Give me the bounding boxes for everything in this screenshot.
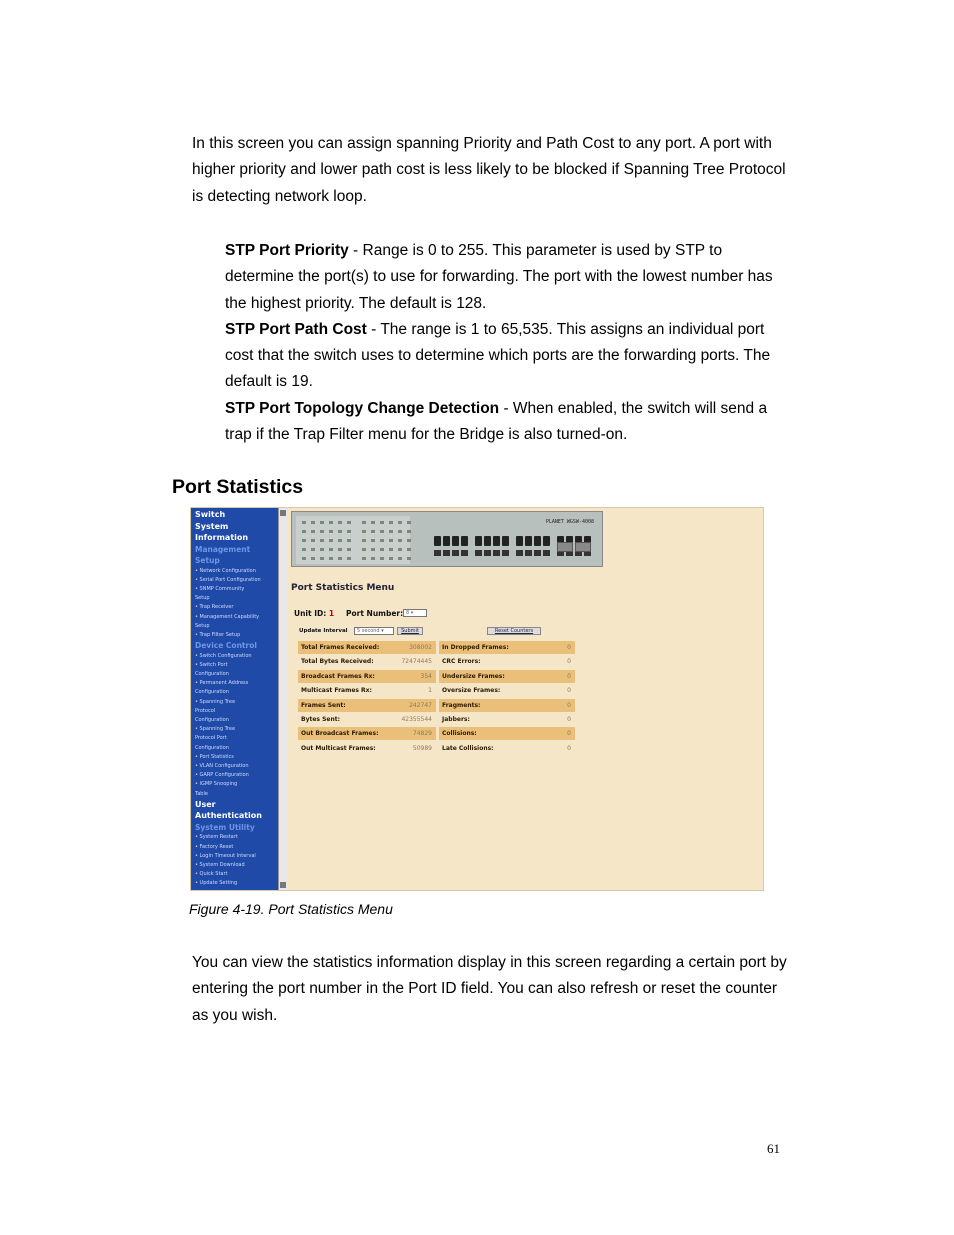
ethernet-port-icon xyxy=(525,550,532,556)
status-led-icon xyxy=(320,557,324,560)
definition-term: STP Port Path Cost xyxy=(225,320,367,338)
status-led-icon xyxy=(371,521,375,524)
ethernet-port-icon xyxy=(475,550,482,556)
status-led-icon xyxy=(302,539,306,542)
update-interval-select[interactable]: 5 second ▾ xyxy=(354,627,394,635)
status-led-icon xyxy=(371,539,375,542)
stat-value: 72474445 xyxy=(401,658,432,666)
sidebar-item[interactable]: • Update Setting xyxy=(195,880,238,887)
sidebar-item[interactable]: Protocol Port xyxy=(195,735,227,742)
ethernet-port-icon xyxy=(534,536,541,546)
unit-id-label: Unit ID: xyxy=(294,609,327,618)
ethernet-port-icon xyxy=(516,536,523,546)
stat-row xyxy=(439,713,575,726)
status-led-icon xyxy=(320,521,324,524)
status-led-icon xyxy=(338,521,342,524)
status-led-icon xyxy=(329,539,333,542)
stat-label: Undersize Frames: xyxy=(442,672,505,680)
stat-label: Out Multicast Frames: xyxy=(301,744,376,752)
status-led-icon xyxy=(371,557,375,560)
reset-counters-button[interactable]: Reset Counters xyxy=(487,627,541,635)
status-led-icon xyxy=(380,539,384,542)
status-led-icon xyxy=(338,548,342,551)
ethernet-port-icon xyxy=(461,550,468,556)
stat-value: 0 xyxy=(567,744,571,752)
status-led-icon xyxy=(302,521,306,524)
stat-label: Total Frames Received: xyxy=(301,644,380,651)
stat-label: Multicast Frames Rx: xyxy=(301,687,372,695)
ethernet-port-icon xyxy=(475,536,482,546)
stat-row xyxy=(439,742,575,755)
status-led-icon xyxy=(380,521,384,524)
sidebar-item[interactable]: • Factory Reset xyxy=(195,843,234,850)
stat-value: 0 xyxy=(567,644,571,651)
stat-label: Out Broadcast Frames: xyxy=(301,730,379,738)
status-led-icon xyxy=(347,530,351,533)
port-number-label: Port Number: xyxy=(346,609,404,618)
stat-row xyxy=(439,699,575,712)
stat-row xyxy=(439,641,575,654)
sfp-slot-icon xyxy=(575,542,591,552)
status-led-icon xyxy=(347,521,351,524)
status-led-icon xyxy=(302,530,306,533)
sfp-slot-icon xyxy=(557,542,573,552)
sidebar-scrollbar[interactable] xyxy=(278,508,287,891)
status-led-icon xyxy=(347,557,351,560)
port-statistics-screenshot xyxy=(190,507,764,891)
closing-paragraph: You can view the statistics information display in this screen regarding a certain port by entering the port number in the Port ID field. You can also refresh or reset the counter as you wish. xyxy=(192,954,787,1024)
status-led-icon xyxy=(362,548,366,551)
stat-row xyxy=(439,670,575,683)
sidebar-item[interactable]: • SNMP Community xyxy=(195,585,245,592)
stat-label: Frames Sent: xyxy=(301,701,346,709)
ethernet-port-icon xyxy=(543,550,550,556)
sidebar-item[interactable]: • IGMP Snooping xyxy=(195,781,238,788)
status-led-icon xyxy=(329,548,333,551)
ethernet-port-icon xyxy=(452,550,459,556)
status-led-icon xyxy=(389,539,393,542)
status-led-icon xyxy=(320,548,324,551)
status-led-icon xyxy=(311,530,315,533)
ethernet-port-icon xyxy=(543,536,550,546)
sidebar-item[interactable]: Setup xyxy=(195,556,220,565)
stat-row xyxy=(439,727,575,740)
status-led-icon xyxy=(362,557,366,560)
sidebar-item[interactable]: User xyxy=(195,799,216,809)
update-interval-value: 5 second xyxy=(357,628,380,634)
status-led-icon xyxy=(389,557,393,560)
status-led-icon xyxy=(380,557,384,560)
status-led-icon xyxy=(338,539,342,542)
sidebar-item[interactable]: • System Restart xyxy=(195,834,238,841)
ethernet-port-icon xyxy=(484,550,491,556)
sidebar-item[interactable]: Configuration xyxy=(195,671,229,677)
status-led-icon xyxy=(380,530,384,533)
status-led-icon xyxy=(338,557,342,560)
ethernet-port-icon xyxy=(443,550,450,556)
status-led-icon xyxy=(338,530,342,533)
stat-row xyxy=(439,655,575,668)
stat-value: 1 xyxy=(428,687,432,695)
stat-label: Broadcast Frames Rx: xyxy=(301,672,375,680)
stat-label: Jabbers: xyxy=(442,716,470,723)
sidebar-item[interactable]: • Permanent Address xyxy=(195,680,249,687)
status-led-icon xyxy=(302,548,306,551)
status-led-icon xyxy=(380,548,384,551)
stat-row xyxy=(298,670,436,683)
status-led-icon xyxy=(329,530,333,533)
stat-label: Total Bytes Received: xyxy=(301,658,374,666)
status-led-icon xyxy=(398,557,402,560)
ethernet-port-icon xyxy=(493,536,500,546)
sidebar-item[interactable]: • Switch Port xyxy=(195,661,228,668)
sidebar-item[interactable]: • Network Configuration xyxy=(195,567,256,574)
stat-value: 308002 xyxy=(409,644,432,651)
stat-label: In Dropped Frames: xyxy=(442,644,509,651)
stat-label: Oversize Frames: xyxy=(442,687,501,695)
status-led-icon xyxy=(407,539,411,542)
definition-stp-port-priority xyxy=(225,238,795,317)
definition-list xyxy=(225,238,795,448)
update-interval-label: Update Interval xyxy=(299,628,348,634)
intro-paragraph: In this screen you can assign spanning Priority and Path Cost to any port. A port with higher priority and lower path cost is less likely to be blocked if Spanning Tree Protocol is detecting network loop. xyxy=(192,135,786,205)
sidebar-item[interactable]: Configuration xyxy=(195,717,229,723)
status-led-icon xyxy=(407,521,411,524)
port-number-select[interactable]: 8 ▾ xyxy=(403,609,427,617)
status-led-icon xyxy=(362,530,366,533)
definition-term: STP Port Priority xyxy=(225,242,349,259)
sidebar-item[interactable]: Configuration xyxy=(195,689,229,696)
sidebar-item[interactable]: Management xyxy=(195,544,251,554)
definition-text: - The range is 1 to 65,535. This assigns an individual port cost that the switch uses to determine which ports are the forwarding ports. The default is 19. xyxy=(225,320,771,391)
definition-text: - When enabled, the switch will send a trap if the Trap Filter menu for the Bridge is also turned-on. xyxy=(225,399,768,444)
status-led-icon xyxy=(389,548,393,551)
stat-value: 0 xyxy=(567,730,571,738)
definition-term: STP Port Topology Change Detection xyxy=(225,399,500,417)
ethernet-port-icon xyxy=(443,536,450,546)
status-led-icon xyxy=(362,539,366,542)
sidebar-item[interactable]: • Quick Start xyxy=(195,871,228,878)
stat-label: Bytes Sent: xyxy=(301,716,341,723)
sidebar-item[interactable]: System xyxy=(195,521,229,531)
ethernet-port-icon xyxy=(434,536,441,546)
status-led-icon xyxy=(311,548,315,551)
stat-row xyxy=(298,713,436,726)
status-led-icon xyxy=(389,521,393,524)
sidebar-item[interactable]: Device Control xyxy=(195,641,257,651)
stat-value: 354 xyxy=(420,672,432,680)
status-led-icon xyxy=(347,539,351,542)
stat-row xyxy=(439,684,575,697)
sidebar-item[interactable]: Authentication xyxy=(195,811,262,821)
status-led-icon xyxy=(398,539,402,542)
status-led-icon xyxy=(311,539,315,542)
status-led-icon xyxy=(407,530,411,533)
sidebar-item[interactable]: Setup xyxy=(195,595,210,602)
sidebar-item[interactable]: • Trap Receiver xyxy=(195,604,234,611)
submit-button[interactable]: Submit xyxy=(397,627,423,635)
status-led-icon xyxy=(302,557,306,560)
stat-value: 0 xyxy=(567,701,571,709)
stat-label: Fragments: xyxy=(442,701,481,709)
sidebar-item[interactable]: Configuration xyxy=(195,744,229,751)
sidebar-item[interactable]: • Switch Configuration xyxy=(195,652,252,659)
section-heading: Port Statistics xyxy=(172,476,304,498)
sidebar-nav xyxy=(191,508,278,891)
stat-value: 0 xyxy=(567,672,571,680)
stat-value: 0 xyxy=(567,716,571,723)
status-led-icon xyxy=(407,557,411,560)
stat-row xyxy=(298,641,436,654)
stat-value: 242747 xyxy=(409,701,432,709)
sidebar-item[interactable]: • Spanning Tree xyxy=(195,698,236,705)
menu-title: Port Statistics Menu xyxy=(291,583,395,593)
stat-label: Late Collisions: xyxy=(442,744,494,752)
status-led-icon xyxy=(329,557,333,560)
sidebar-item[interactable]: • Spanning Tree xyxy=(195,726,236,733)
led-panel xyxy=(296,516,410,564)
ethernet-port-icon xyxy=(493,550,500,556)
stat-label: Collisions: xyxy=(442,730,477,738)
ethernet-port-icon xyxy=(534,550,541,556)
sidebar-item[interactable]: • GARP Configuration xyxy=(195,772,249,779)
sidebar-item[interactable]: Information xyxy=(195,533,249,542)
sidebar-item[interactable]: • Serial Port Configuration xyxy=(195,576,261,583)
scroll-down-icon[interactable] xyxy=(280,882,286,888)
stat-row xyxy=(298,655,436,668)
ethernet-port-icon xyxy=(484,536,491,546)
ethernet-port-icon xyxy=(461,536,468,546)
stat-value: 50989 xyxy=(412,744,432,752)
status-led-icon xyxy=(347,548,351,551)
definition-stp-topology-change xyxy=(225,396,795,449)
unit-id-value: 1 xyxy=(328,609,335,618)
device-brand-label: PLANET WGSW-4008 xyxy=(545,519,594,525)
sidebar-item[interactable]: • Port Statistics xyxy=(195,753,234,760)
status-led-icon xyxy=(398,521,402,524)
definition-text: - Range is 0 to 255. This parameter is used by STP to determine the port(s) to use for forwarding. The port with the lowest number has the highest priority. The default is 128. xyxy=(225,242,773,312)
stat-value: 0 xyxy=(567,687,571,695)
status-led-icon xyxy=(407,548,411,551)
scroll-up-icon[interactable] xyxy=(280,510,286,516)
status-led-icon xyxy=(320,539,324,542)
sidebar-item[interactable]: Setup xyxy=(195,622,210,629)
page-number: 61 xyxy=(767,1141,780,1156)
sidebar-item[interactable]: • System Download xyxy=(195,861,245,868)
sidebar-item[interactable]: Switch xyxy=(195,510,226,519)
ethernet-port-icon xyxy=(502,536,509,546)
stat-label: CRC Errors: xyxy=(442,658,481,666)
status-led-icon xyxy=(362,521,366,524)
status-led-icon xyxy=(389,530,393,533)
stat-row xyxy=(298,742,436,755)
stat-row xyxy=(298,699,436,712)
status-led-icon xyxy=(398,548,402,551)
status-led-icon xyxy=(371,530,375,533)
stat-value: 42355544 xyxy=(401,716,432,723)
sidebar-item[interactable]: • Trap Filter Setup xyxy=(195,631,241,638)
definition-stp-port-path-cost xyxy=(225,317,795,396)
sidebar-item[interactable]: • VLAN Configuration xyxy=(195,763,249,769)
switch-front-panel xyxy=(291,511,603,567)
status-led-icon xyxy=(320,530,324,533)
port-number-value: 8 xyxy=(406,610,410,616)
sidebar-item[interactable]: • Management Capability xyxy=(195,613,260,620)
status-led-icon xyxy=(311,557,315,560)
stat-row xyxy=(298,684,436,697)
ethernet-port-icon xyxy=(502,550,509,556)
stat-row xyxy=(298,727,436,740)
stat-value: 74829 xyxy=(412,730,432,738)
status-led-icon xyxy=(371,548,375,551)
status-led-icon xyxy=(329,521,333,524)
status-led-icon xyxy=(311,521,315,524)
sidebar-item[interactable]: • Login Timeout Interval xyxy=(195,852,256,859)
ethernet-port-icon xyxy=(434,550,441,556)
ethernet-port-icon xyxy=(452,536,459,546)
figure-caption: Figure 4-19. Port Statistics Menu xyxy=(189,901,393,917)
sidebar-item[interactable]: Table xyxy=(195,790,208,797)
unit-id xyxy=(294,609,334,618)
status-led-icon xyxy=(398,530,402,533)
ethernet-port-icon xyxy=(516,550,523,556)
stat-value: 0 xyxy=(567,658,571,666)
ethernet-port-icon xyxy=(525,536,532,546)
sidebar-item[interactable]: System Utility xyxy=(195,822,255,832)
sidebar-item[interactable]: Protocol xyxy=(195,707,216,714)
